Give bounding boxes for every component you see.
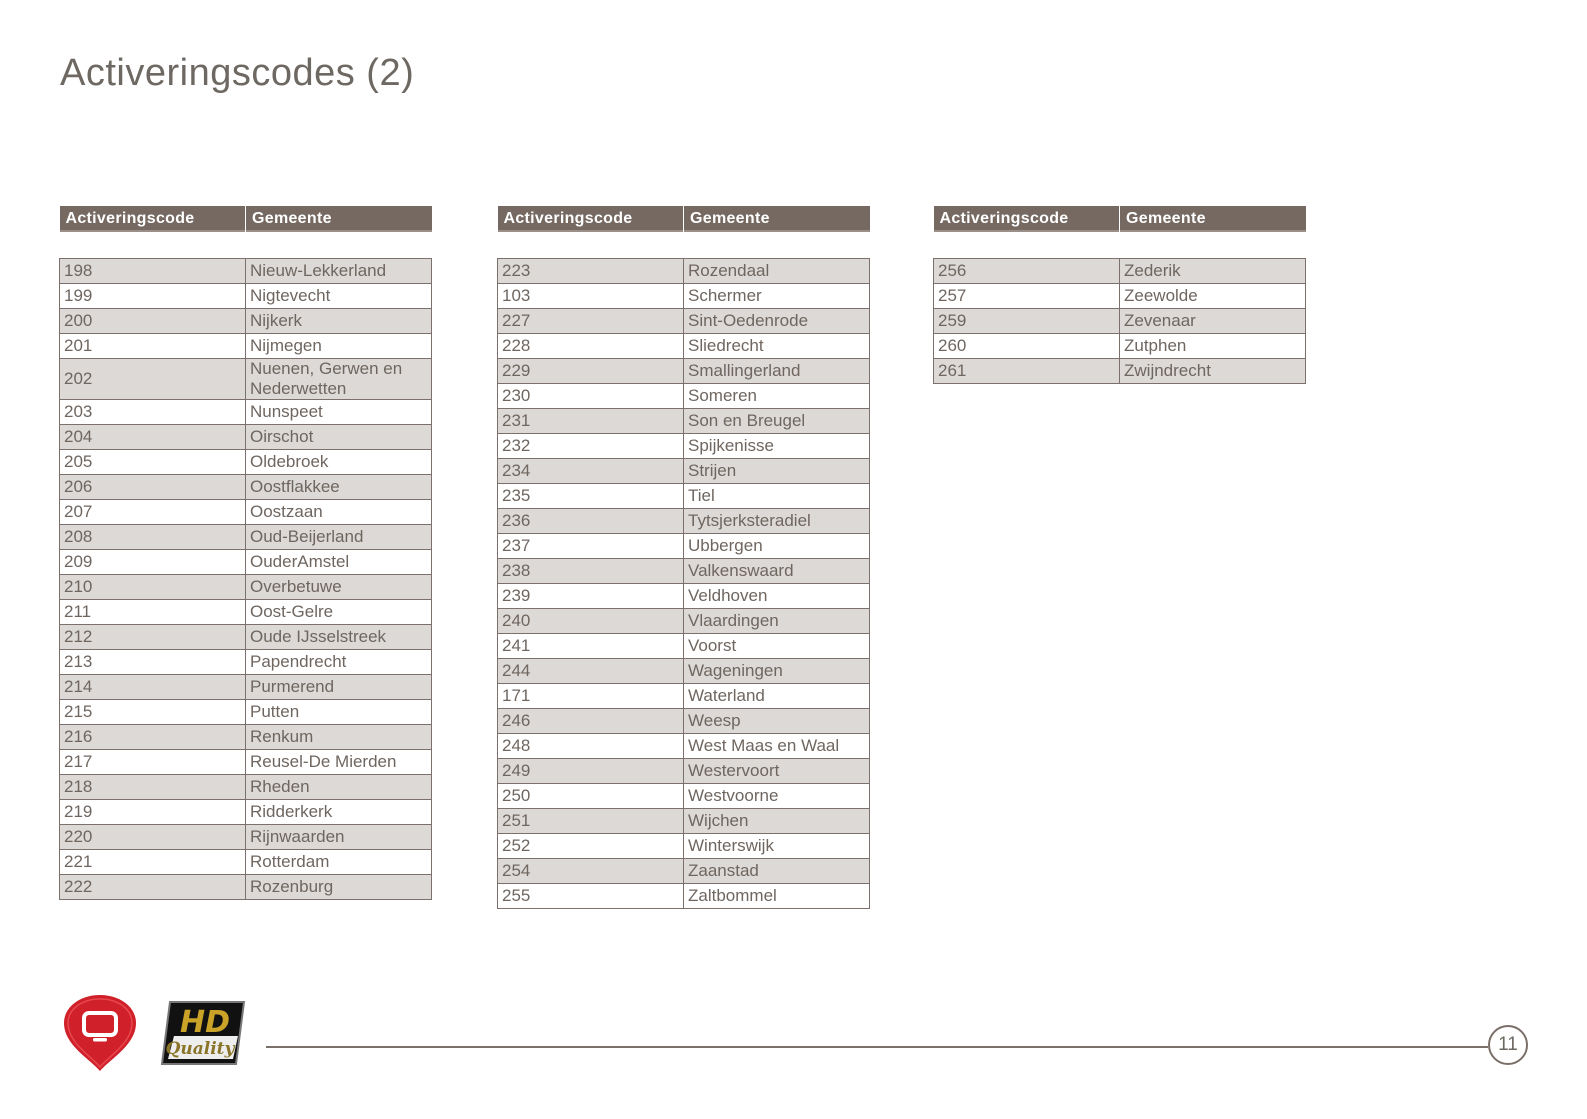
activation-code-cell: 259 — [934, 309, 1120, 334]
table-row — [60, 575, 432, 600]
table-row — [498, 584, 870, 609]
activation-code-cell: 251 — [498, 809, 684, 834]
municipality-cell: Zutphen — [1120, 334, 1306, 359]
table-row — [60, 284, 432, 309]
municipality-cell: Oostflakkee — [246, 475, 432, 500]
activation-code-cell: 199 — [60, 284, 246, 309]
activation-code-cell: 232 — [498, 434, 684, 459]
municipality-cell: West Maas en Waal — [684, 734, 870, 759]
page-number: 11 — [1488, 1025, 1528, 1065]
activation-code-cell: 209 — [60, 550, 246, 575]
table-row — [60, 450, 432, 475]
activation-code-cell: 254 — [498, 859, 684, 884]
table-row — [60, 525, 432, 550]
activation-code-cell: 200 — [60, 309, 246, 334]
activation-code-cell: 228 — [498, 334, 684, 359]
municipality-cell: Nunspeet — [246, 400, 432, 425]
activation-code-cell: 249 — [498, 759, 684, 784]
header-spacer-cell — [498, 232, 870, 259]
table-row — [60, 850, 432, 875]
activation-code-cell: 241 — [498, 634, 684, 659]
table-row — [498, 709, 870, 734]
column-header-code: Activeringscode — [60, 206, 246, 232]
table-row — [60, 775, 432, 800]
municipality-cell: Zevenaar — [1120, 309, 1306, 334]
municipality-cell: Rotterdam — [246, 850, 432, 875]
activation-code-cell: 220 — [60, 825, 246, 850]
table-row — [60, 359, 432, 400]
municipality-cell: Renkum — [246, 725, 432, 750]
municipality-cell: Winterswijk — [684, 834, 870, 859]
municipality-cell: Valkenswaard — [684, 559, 870, 584]
table-row — [498, 309, 870, 334]
municipality-cell: Wageningen — [684, 659, 870, 684]
table-row — [498, 834, 870, 859]
activation-code-cell: 246 — [498, 709, 684, 734]
code-table-2 — [497, 206, 870, 909]
table-row — [60, 400, 432, 425]
activation-code-cell: 213 — [60, 650, 246, 675]
municipality-cell: Putten — [246, 700, 432, 725]
column-header-code: Activeringscode — [498, 206, 684, 232]
page-title: Activeringscodes (2) — [60, 52, 415, 94]
municipality-cell: Ridderkerk — [246, 800, 432, 825]
table-header-row — [60, 206, 432, 232]
code-table-1 — [59, 206, 432, 900]
table-row — [60, 425, 432, 450]
activation-code-cell: 171 — [498, 684, 684, 709]
municipality-cell: Zwijndrecht — [1120, 359, 1306, 384]
header-spacer-cell — [934, 232, 1306, 259]
activation-code-cell: 221 — [60, 850, 246, 875]
municipality-cell: Papendrecht — [246, 650, 432, 675]
activation-code-cell: 252 — [498, 834, 684, 859]
table-row — [60, 625, 432, 650]
table-row — [60, 875, 432, 900]
municipality-cell: Rozendaal — [684, 259, 870, 284]
activation-code-cell: 219 — [60, 800, 246, 825]
table-row — [934, 359, 1306, 384]
column-header-code: Activeringscode — [934, 206, 1120, 232]
table-row — [498, 409, 870, 434]
table-row — [498, 534, 870, 559]
activation-code-cell: 260 — [934, 334, 1120, 359]
activation-code-cell: 214 — [60, 675, 246, 700]
municipality-cell: Vlaardingen — [684, 609, 870, 634]
table-row — [60, 800, 432, 825]
activation-code-cell: 217 — [60, 750, 246, 775]
municipality-cell: Strijen — [684, 459, 870, 484]
activation-code-cell: 223 — [498, 259, 684, 284]
table-row — [498, 484, 870, 509]
header-spacer — [60, 232, 432, 259]
municipality-cell: Nuenen, Gerwen en Nederwetten — [246, 359, 432, 400]
table-row — [498, 684, 870, 709]
activation-code-cell: 201 — [60, 334, 246, 359]
municipality-cell: Nijmegen — [246, 334, 432, 359]
column-header-municipality: Gemeente — [684, 206, 870, 232]
municipality-cell: Zeewolde — [1120, 284, 1306, 309]
activation-code-cell: 239 — [498, 584, 684, 609]
activation-code-cell: 255 — [498, 884, 684, 909]
table-row — [498, 434, 870, 459]
activation-code-cell: 206 — [60, 475, 246, 500]
activation-code-cell: 211 — [60, 600, 246, 625]
municipality-cell: Wijchen — [684, 809, 870, 834]
table-row — [498, 784, 870, 809]
table-row — [934, 309, 1306, 334]
table-row — [60, 550, 432, 575]
table-header-row — [934, 206, 1306, 232]
tv-location-logo — [60, 993, 140, 1073]
municipality-cell: Tytsjerksteradiel — [684, 509, 870, 534]
activation-code-cell: 248 — [498, 734, 684, 759]
activation-code-cell: 207 — [60, 500, 246, 525]
table-row — [498, 459, 870, 484]
table-row — [498, 609, 870, 634]
header-spacer — [934, 232, 1306, 259]
municipality-cell: Oud-Beijerland — [246, 525, 432, 550]
municipality-cell: Zaanstad — [684, 859, 870, 884]
activation-code-cell: 235 — [498, 484, 684, 509]
table-row — [498, 659, 870, 684]
municipality-cell: Weesp — [684, 709, 870, 734]
municipality-cell: Zederik — [1120, 259, 1306, 284]
municipality-cell: Spijkenisse — [684, 434, 870, 459]
activation-code-cell: 208 — [60, 525, 246, 550]
table-row — [498, 734, 870, 759]
municipality-cell: Son en Breugel — [684, 409, 870, 434]
activation-code-cell: 261 — [934, 359, 1120, 384]
municipality-cell: Reusel-De Mierden — [246, 750, 432, 775]
municipality-cell: Overbetuwe — [246, 575, 432, 600]
municipality-cell: Oude IJsselstreek — [246, 625, 432, 650]
hd-quality-badge-icon — [158, 998, 248, 1068]
activation-code-cell: 198 — [60, 259, 246, 284]
header-spacer — [498, 232, 870, 259]
header-spacer-cell — [60, 232, 432, 259]
activation-code-cell: 256 — [934, 259, 1120, 284]
table-row — [60, 650, 432, 675]
hd-quality-logo — [158, 998, 248, 1068]
table-row — [934, 334, 1306, 359]
municipality-cell: Nieuw-Lekkerland — [246, 259, 432, 284]
municipality-cell: Rijnwaarden — [246, 825, 432, 850]
column-header-municipality: Gemeente — [1120, 206, 1306, 232]
table-row — [934, 284, 1306, 309]
table-row — [498, 259, 870, 284]
activation-code-cell: 229 — [498, 359, 684, 384]
activation-code-cell: 210 — [60, 575, 246, 600]
activation-code-cell: 205 — [60, 450, 246, 475]
column-header-municipality: Gemeente — [246, 206, 432, 232]
municipality-cell: Oostzaan — [246, 500, 432, 525]
activation-code-cell: 250 — [498, 784, 684, 809]
municipality-cell: Purmerend — [246, 675, 432, 700]
table-row — [60, 600, 432, 625]
table-row — [498, 884, 870, 909]
activation-code-cell: 215 — [60, 700, 246, 725]
table-row — [498, 384, 870, 409]
table-row — [498, 509, 870, 534]
municipality-cell: Ubbergen — [684, 534, 870, 559]
municipality-cell: Sint-Oedenrode — [684, 309, 870, 334]
municipality-cell: Oost-Gelre — [246, 600, 432, 625]
municipality-cell: Smallingerland — [684, 359, 870, 384]
municipality-cell: Rozenburg — [246, 875, 432, 900]
municipality-cell: Zaltbommel — [684, 884, 870, 909]
activation-code-cell: 202 — [60, 359, 246, 400]
municipality-cell: Westervoort — [684, 759, 870, 784]
activation-code-cell: 203 — [60, 400, 246, 425]
table-row — [498, 859, 870, 884]
table-row — [498, 634, 870, 659]
municipality-cell: Nijkerk — [246, 309, 432, 334]
table-header-row — [498, 206, 870, 232]
municipality-cell: Voorst — [684, 634, 870, 659]
activation-code-cell: 212 — [60, 625, 246, 650]
table-row — [60, 750, 432, 775]
table-row — [498, 809, 870, 834]
code-table-3 — [933, 206, 1306, 384]
municipality-cell: OuderAmstel — [246, 550, 432, 575]
activation-code-cell: 204 — [60, 425, 246, 450]
activation-code-cell: 231 — [498, 409, 684, 434]
table-row — [60, 675, 432, 700]
table-row — [60, 475, 432, 500]
table-row — [498, 559, 870, 584]
activation-code-cell: 222 — [60, 875, 246, 900]
municipality-cell: Rheden — [246, 775, 432, 800]
table-row — [498, 334, 870, 359]
activation-code-cell: 216 — [60, 725, 246, 750]
table-row — [60, 825, 432, 850]
hd-text: HD — [179, 1005, 231, 1040]
table-row — [60, 309, 432, 334]
table-row — [60, 500, 432, 525]
table-row — [934, 259, 1306, 284]
activation-code-cell: 257 — [934, 284, 1120, 309]
municipality-cell: Westvoorne — [684, 784, 870, 809]
table-row — [60, 334, 432, 359]
municipality-cell: Sliedrecht — [684, 334, 870, 359]
footer-rule — [266, 1046, 1488, 1048]
municipality-cell: Tiel — [684, 484, 870, 509]
activation-code-cell: 237 — [498, 534, 684, 559]
quality-text: Quality — [165, 1039, 235, 1059]
table-row — [498, 759, 870, 784]
municipality-cell: Veldhoven — [684, 584, 870, 609]
table-row — [498, 359, 870, 384]
municipality-cell: Oirschot — [246, 425, 432, 450]
activation-code-cell: 234 — [498, 459, 684, 484]
activation-code-cell: 238 — [498, 559, 684, 584]
municipality-cell: Oldebroek — [246, 450, 432, 475]
municipality-cell: Someren — [684, 384, 870, 409]
activation-code-cell: 240 — [498, 609, 684, 634]
activation-code-cell: 218 — [60, 775, 246, 800]
activation-code-cell: 236 — [498, 509, 684, 534]
municipality-cell: Schermer — [684, 284, 870, 309]
activation-code-cell: 227 — [498, 309, 684, 334]
activation-code-cell: 230 — [498, 384, 684, 409]
table-row — [60, 725, 432, 750]
activation-code-cell: 103 — [498, 284, 684, 309]
table-row — [60, 700, 432, 725]
activation-code-cell: 244 — [498, 659, 684, 684]
municipality-cell: Waterland — [684, 684, 870, 709]
table-row — [60, 259, 432, 284]
table-row — [498, 284, 870, 309]
tv-pin-icon — [60, 993, 140, 1073]
municipality-cell: Nigtevecht — [246, 284, 432, 309]
